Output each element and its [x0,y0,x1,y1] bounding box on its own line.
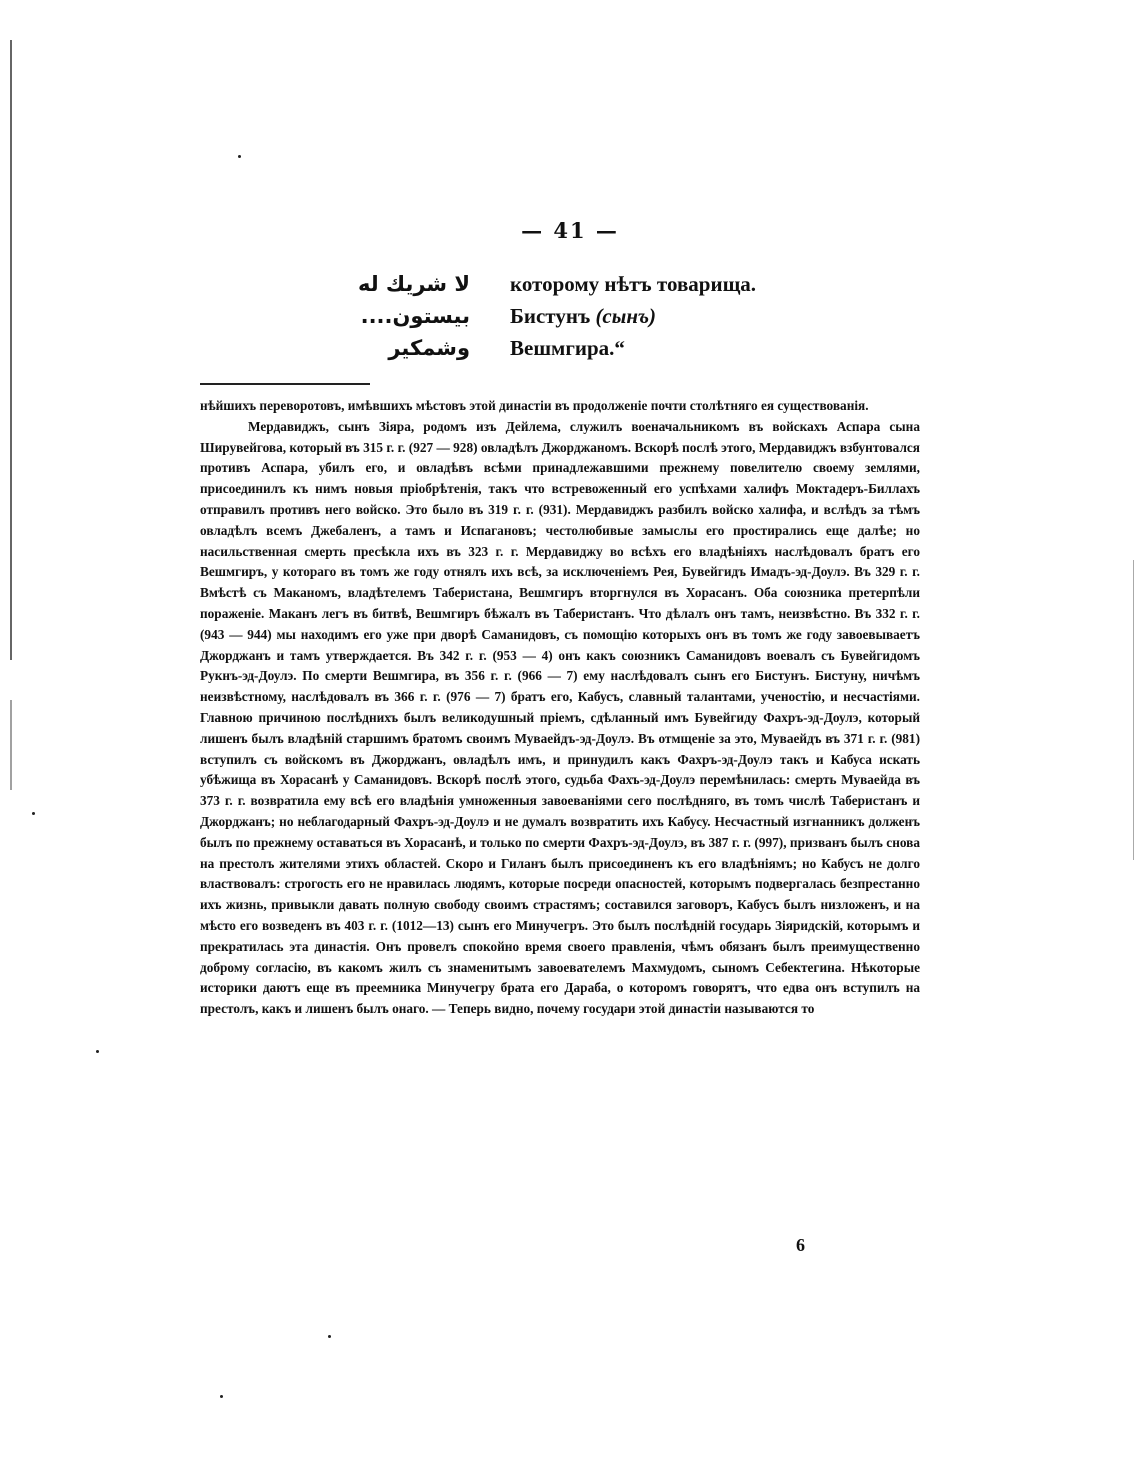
quote-row [330,268,790,300]
paragraph: нѣйшихъ переворотовъ, имѣвшихъ мѣстовъ этой династiи въ продолженiе почти столѣтняго ея существованiя. [200,398,869,413]
quote-russian-text: Бистунъ [510,303,596,328]
signature-mark: 6 [796,1235,805,1255]
footnote-divider [200,383,370,385]
scan-speck [32,812,35,815]
quote-russian [510,272,756,297]
scan-speck [220,1395,223,1398]
scan-speck [238,155,241,158]
scan-edge-line [10,700,12,790]
paragraph: Мердавиджъ, сынъ Зiяра, родомъ изъ Дейлема, служилъ военачальникомъ въ войскахъ Аспара сына Ширувейгова, который въ 315 г. г. (927 — 928) овладѣлъ Джорджаномъ. Вскорѣ послѣ этого, Мердавиджъ взбунтовался противъ Аспара, убилъ его, и овладѣвъ всѣми принадлежавшими прежнему повелителю своему землями, присоединилъ къ нимъ новыя прiобрѣтенiя, такъ что встревоженный его успѣхами халифъ Моктадеръ-Биллахъ отправилъ противъ него войско. Это было въ 319 г. г. (931). Мердавиджъ разбилъ войско халифа, и вслѣдъ за тѣмъ овладѣлъ всемъ Джебаленъ, а тамъ и Испагановъ; честолюбивые замыслы его простирались еще далѣе; но насильственная смерть пресѣкла ихъ въ 323 г. г. Мердавиджу во всѣхъ его владѣнiяхъ наслѣдовалъ братъ его Вешмгиръ, у котораго въ томъ же году отнялъ ихъ всѣ, за исключенiемъ Рея, Бувейгидъ Имадъ-эд-Доулэ. Въ 329 г. г. Вмѣстѣ съ Маканомъ, владѣтелемъ Таберистана, Вешмгиръ вторгнулся въ Хорасанъ. Оба союзника претерпѣли пораженiе. Маканъ легъ въ битвѣ, Вешмгиръ бѣжалъ въ Таберистанъ. Что дѣлалъ онъ тамъ, неизвѣстно. Въ 332 г. г. (943 — 944) мы находимъ его уже при дворѣ Саманидовъ, съ помощiю которыхъ онъ въ томъ же году завоевываетъ Джорджанъ и тамъ утверждается. Въ 342 г. г. (953 — 4) онъ какъ союзникъ Саманидовъ воевалъ съ Бувейгидомъ Рукнъ-эд-Доулэ. По смерти Вешмгира, въ 356 г. г. (966 — 7) ему наслѣдовалъ сынъ его Бистунъ. Бистуну, ничѣмъ неизвѣстному, наслѣдовалъ въ 366 г. г. (976 — 7) братъ его, Кабусъ, славный талантами, ученостiю, и несчастiями. Главною причиною послѣднихъ былъ великодушный прiемъ, сдѣланный имъ Бувейгиду Фахръ-эд-Доулэ, который лишенъ былъ владѣнiй старшимъ братомъ своимъ Муваейдъ-эд-Доулэ. Въ отмщенiе за это, Муваейдъ въ 371 г. г. (981) вступилъ съ войскомъ въ Джорджанъ, овладѣлъ имъ, и принудилъ какъ Фахръ-эд-Доулэ такъ и Кабуса искать убѣжища въ Хорасанѣ у Саманидовъ. Вскорѣ послѣ этого, судьба Фахъ-эд-Доулэ перемѣнилась: смерть Муваейда въ 373 г. г. возвратила ему всѣ его владѣнiя умноженныя завоеванiями сего послѣдняго, въ томъ числѣ Таберистанъ и Джорджанъ; но неблагодарный Фахръ-эд-Доулэ и не думалъ возвратить ихъ Кабусу. Несчастный изгнанникъ долженъ былъ по прежнему оставаться въ Хорасанѣ, и только по смерти Фахръ-эд-Доулэ, въ 387 г. г. (997), призванъ былъ снова на престолъ жителями этихъ областей. Скоро и Гиланъ былъ присоединенъ къ его владѣнiямъ; но Кабусъ не долго властвовалъ: строгость его не нравилась людямъ, которые посреди опасностей, которымъ подвергалась безпрестанно ихъ жизнь, привыкли давать полную свободу своимъ страстямъ; составился заговоръ, Кабусъ былъ низложенъ, и на мѣсто его возведенъ въ 403 г. г. (1012—13) сынъ его Минучегръ. Это былъ послѣднiй государь Зiяридскiй, которымъ и прекратилась эта династiя. Онъ провелъ спокойно время своего правленiя, чѣмъ обязанъ былъ преимущественно доброму согласiю, въ какомъ жилъ съ знаменитымъ завоевателемъ Махмудомъ, сыномъ Себектегина. Нѣкоторые историки даютъ еще въ преемника Минучегру брата его Дараба, о которомъ говорятъ, что едва онъ вступилъ на престолъ, какъ и лишенъ былъ онаго. — Теперь видно, почему государи этой династiи называются то [200,418,920,1017]
scan-edge-line [10,40,12,660]
scan-edge-line [1133,560,1134,860]
quote-arabic: بيستون.... [360,304,470,328]
quote-row [330,332,790,364]
quote-russian-text: Вешмгира.“ [510,335,625,360]
quote-row [330,300,790,332]
quote-russian-italic: (сынъ) [595,303,657,328]
quote-russian [510,336,625,361]
quote-russian [510,304,656,329]
page-number: — 41 — [521,218,619,243]
scan-speck [96,1050,99,1053]
quote-block [330,268,790,364]
body-text [200,396,920,1020]
quote-russian-text: которому нѣтъ товарища. [510,271,757,296]
quote-arabic: وشمكير [388,336,470,360]
quote-arabic: لا شريك له [357,272,470,296]
scan-speck [328,1335,331,1338]
